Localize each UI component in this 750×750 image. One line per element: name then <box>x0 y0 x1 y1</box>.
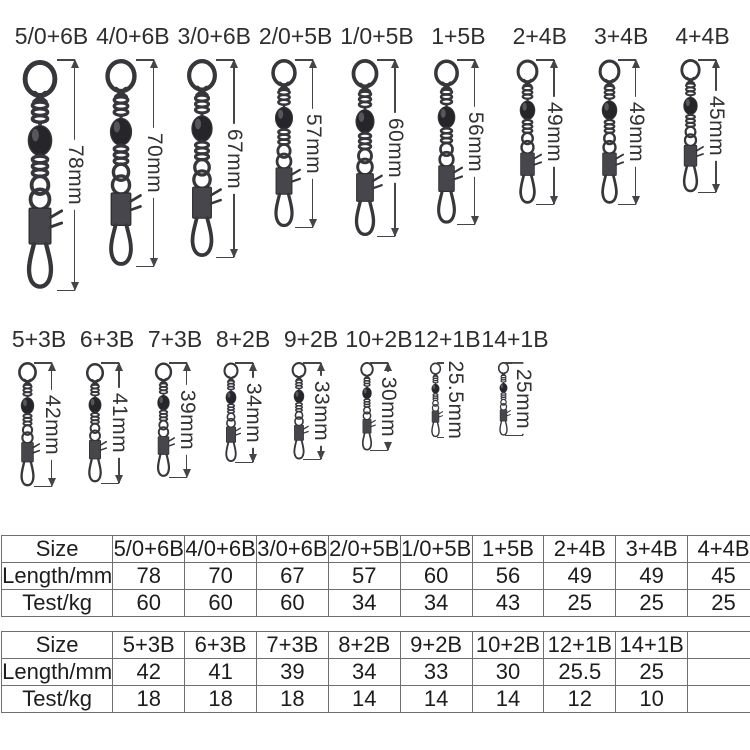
dimension-length-label: 70mm <box>143 128 165 198</box>
spec-cell: 9+2B <box>400 632 472 659</box>
product-item <box>277 327 345 460</box>
product-figure <box>152 362 199 478</box>
product-item <box>582 24 661 205</box>
dimension-arrow-up-icon <box>309 59 317 68</box>
dimension-arrow-down-icon <box>48 478 56 487</box>
spec-cell: 1/0+5B <box>400 536 472 561</box>
product-figure <box>358 362 400 451</box>
spec-cell: 42 <box>113 659 185 686</box>
dimension-arrow-down-icon <box>550 196 558 205</box>
swivel-snap-drawing <box>17 59 63 291</box>
spec-cell: 14 <box>328 686 400 713</box>
spec-cell: 43 <box>472 590 544 617</box>
dimension-arrow-up-icon <box>712 59 720 68</box>
spec-cell: 56 <box>472 563 544 590</box>
dimension-arrow-down-icon <box>309 219 317 228</box>
dimension-arrow-up-icon <box>384 362 392 371</box>
dimension-indicator <box>383 59 407 237</box>
dimension-length-label: 49mm <box>543 97 565 167</box>
spec-cell: 60 <box>113 590 185 617</box>
swivel-snap-drawing <box>83 362 107 484</box>
product-item <box>5 327 73 487</box>
dimension-indicator <box>511 362 535 436</box>
dimension-indicator <box>704 59 728 193</box>
spec-cell: 6+3B <box>185 632 257 659</box>
dimension-arrow-up-icon <box>71 59 79 68</box>
product-row-bottom <box>5 327 549 487</box>
product-row-top <box>12 24 742 291</box>
spec-cell: 18 <box>185 686 257 713</box>
dimension-indicator <box>463 59 487 225</box>
swivel-snap-drawing <box>152 362 175 478</box>
product-figure <box>289 362 333 460</box>
dimension-length-label: 42mm <box>40 389 62 459</box>
spec-cell: 60 <box>400 563 472 590</box>
product-item <box>256 24 335 228</box>
dimension-length-label: 60mm <box>384 113 406 183</box>
swivel-snap-drawing <box>347 59 383 237</box>
product-figure <box>595 59 648 205</box>
product-figure <box>15 362 64 487</box>
spec-cell: 2/0+5B <box>329 536 400 561</box>
dimension-arrow-up-icon <box>150 59 158 68</box>
product-size-label: 14+1B <box>481 326 549 352</box>
product-size-label: 5+3B <box>11 326 67 352</box>
dimension-arrow-down-icon <box>249 454 257 463</box>
spec-row-header: Test/kg <box>2 686 113 713</box>
spec-cell: 1+5B <box>472 536 544 563</box>
product-size-label: 8+2B <box>215 326 271 352</box>
product-item <box>12 24 91 291</box>
dimension-length-label: 34mm <box>242 377 264 447</box>
dimension-arrow-up-icon <box>632 59 640 68</box>
dimension-arrow-up-icon <box>183 362 191 371</box>
dimension-arrow-up-icon <box>48 362 56 371</box>
product-figure <box>182 59 246 258</box>
spec-cell: 12+1B <box>544 632 616 659</box>
swivel-snap-drawing <box>15 362 40 487</box>
product-figure <box>430 59 487 225</box>
spec-cell: 70 <box>185 563 257 590</box>
swivel-snap-drawing <box>430 59 463 225</box>
dimension-arrow-down-icon <box>71 282 79 291</box>
spec-cell: 2+4B <box>544 536 616 563</box>
spec-cell: 25 <box>616 590 688 617</box>
swivel-snap-drawing <box>221 362 241 463</box>
product-item <box>93 24 172 267</box>
product-figure <box>513 59 566 205</box>
product-size-label: 9+2B <box>283 326 339 352</box>
spec-cell: 45 <box>688 563 750 590</box>
spec-row-header: Length/mm <box>2 659 113 684</box>
spec-row-header: Size <box>2 536 113 563</box>
dimension-arrow-up-icon <box>317 362 325 371</box>
swivel-snap-drawing <box>267 59 301 228</box>
dimension-indicator <box>443 362 467 438</box>
spec-cell: 25 <box>688 590 750 617</box>
dimension-arrow-up-icon <box>249 362 257 371</box>
product-size-label: 10+2B <box>345 326 413 352</box>
spec-cell <box>688 632 750 659</box>
dimension-indicator <box>175 362 199 478</box>
spec-table-1 <box>1 535 750 617</box>
dimension-arrow-down-icon <box>391 228 399 237</box>
dimension-arrow-down-icon <box>150 258 158 267</box>
dimension-indicator <box>301 59 325 228</box>
product-item <box>663 24 742 193</box>
product-item <box>419 24 498 225</box>
product-size-label: 5/0+6B <box>14 23 89 49</box>
spec-cell <box>688 659 750 686</box>
spec-row-header: Length/mm <box>2 563 113 588</box>
dimension-arrow-up-icon <box>471 59 479 68</box>
spec-cell: 49 <box>616 563 688 590</box>
dimension-arrow-up-icon <box>230 59 238 68</box>
spec-cell: 8+2B <box>328 632 400 659</box>
product-figure <box>17 59 87 291</box>
product-figure <box>267 59 325 228</box>
table-row <box>2 536 750 563</box>
spec-table-2 <box>1 631 750 713</box>
dimension-arrow-down-icon <box>471 216 479 225</box>
swivel-snap-drawing <box>358 362 376 451</box>
product-size-label: 3+4B <box>593 23 649 49</box>
product-size-label: 2/0+5B <box>258 23 333 49</box>
product-item <box>73 327 141 484</box>
product-item <box>500 24 579 205</box>
dimension-length-label: 33mm <box>310 376 332 446</box>
spec-cell: 3/0+6B <box>257 536 328 561</box>
spec-row-header: Test/kg <box>2 590 113 617</box>
spec-cell: 10+2B <box>472 632 544 659</box>
swivel-snap-drawing <box>513 59 542 205</box>
product-size-label: 1+5B <box>431 23 486 49</box>
spec-cell: 18 <box>257 686 329 713</box>
product-figure <box>100 59 166 267</box>
dimension-indicator <box>222 59 246 258</box>
spec-cell: 12 <box>544 686 616 713</box>
spec-cell: 30 <box>472 659 544 686</box>
dimension-arrow-down-icon <box>230 249 238 258</box>
table-row <box>2 686 750 713</box>
spec-cell: 34 <box>328 659 400 686</box>
dimension-length-label: 57mm <box>302 108 324 178</box>
dimension-length-label: 45mm <box>705 91 727 161</box>
product-size-label: 1/0+5B <box>340 23 414 49</box>
spec-cell: 60 <box>257 590 329 617</box>
product-item <box>338 24 417 237</box>
dimension-length-label: 25.5mm <box>443 356 465 445</box>
spec-cell: 39 <box>257 659 329 686</box>
spec-cell: 18 <box>113 686 185 713</box>
dimension-arrow-up-icon <box>115 362 123 371</box>
spec-cell: 60 <box>185 590 257 617</box>
spec-cell: 14+1B <box>616 632 688 659</box>
dimension-arrow-down-icon <box>317 451 325 460</box>
product-size-label: 4+4B <box>675 23 730 49</box>
spec-cell: 34 <box>328 590 400 617</box>
spec-cell: 7+3B <box>257 632 329 659</box>
swivel-snap-drawing <box>182 59 222 258</box>
spec-row-header: Size <box>2 632 113 659</box>
dimension-arrow-down-icon <box>183 469 191 478</box>
product-item <box>481 327 549 436</box>
dimension-arrow-down-icon <box>712 184 720 193</box>
dimension-length-label: 30mm <box>377 371 399 441</box>
dimension-indicator <box>542 59 566 205</box>
spec-cell: 4/0+6B <box>185 536 256 561</box>
product-size-label: 7+3B <box>147 326 203 352</box>
spec-cell: 5+3B <box>113 632 185 659</box>
dimension-arrow-up-icon <box>550 59 558 68</box>
dimension-indicator <box>40 362 64 487</box>
dimension-length-label: 56mm <box>464 107 486 177</box>
product-figure <box>428 362 467 438</box>
product-size-label: 2+4B <box>512 23 567 49</box>
spec-cell: 33 <box>400 659 472 686</box>
swivel-snap-drawing <box>100 59 142 267</box>
table-row <box>2 632 750 659</box>
product-item <box>413 327 481 438</box>
table-row <box>2 563 750 590</box>
product-figure <box>496 362 535 436</box>
dimension-indicator <box>142 59 166 267</box>
swivel-snap-drawing <box>595 59 624 205</box>
spec-cell: 67 <box>257 563 329 590</box>
product-figure <box>221 362 265 463</box>
dimension-indicator <box>309 362 333 460</box>
spec-cell: 14 <box>400 686 472 713</box>
swivel-snap-drawing <box>496 362 511 436</box>
spec-tables <box>1 535 750 727</box>
spec-cell: 34 <box>400 590 472 617</box>
dimension-length-label: 67mm <box>223 123 245 193</box>
dimension-length-label: 78mm <box>63 140 85 210</box>
dimension-length-label: 49mm <box>625 97 647 167</box>
spec-cell: 49 <box>544 563 616 590</box>
dimension-indicator <box>107 362 131 484</box>
product-size-label: 12+1B <box>413 326 481 352</box>
spec-cell: 4+4B <box>688 536 750 563</box>
spec-cell: 25.5 <box>544 659 616 686</box>
spec-cell: 5/0+6B <box>113 536 184 561</box>
product-item <box>209 327 277 463</box>
swivel-snap-drawing <box>428 362 443 438</box>
product-size-label: 4/0+6B <box>96 23 170 49</box>
swivel-snap-drawing <box>289 362 309 460</box>
swivel-snap-drawing <box>677 59 704 193</box>
product-item <box>175 24 254 258</box>
table-row <box>2 590 750 617</box>
product-item <box>141 327 209 478</box>
dimension-length-label: 39mm <box>175 385 197 455</box>
spec-cell: 14 <box>472 686 544 713</box>
table-row <box>2 659 750 686</box>
product-size-label: 6+3B <box>79 326 135 352</box>
dimension-arrow-up-icon <box>391 59 399 68</box>
product-item <box>345 327 413 451</box>
spec-cell: 25 <box>544 590 616 617</box>
dimension-length-label: 41mm <box>108 388 130 458</box>
dimension-indicator <box>376 362 400 451</box>
spec-cell: 78 <box>113 563 185 590</box>
dimension-indicator <box>241 362 265 463</box>
spec-cell: 25 <box>616 659 688 686</box>
spec-cell: 10 <box>616 686 688 713</box>
dimension-indicator <box>624 59 648 205</box>
dimension-indicator <box>63 59 87 291</box>
dimension-length-label: 25mm <box>511 364 533 434</box>
dimension-arrow-down-icon <box>115 475 123 484</box>
spec-cell: 57 <box>328 563 400 590</box>
spec-cell <box>688 686 750 713</box>
dimension-arrow-down-icon <box>632 196 640 205</box>
spec-cell: 3+4B <box>616 536 688 563</box>
spec-cell: 41 <box>185 659 257 686</box>
product-size-label: 3/0+6B <box>177 23 252 49</box>
product-figure <box>83 362 131 484</box>
product-figure <box>677 59 728 193</box>
product-figure <box>347 59 407 237</box>
dimension-arrow-down-icon <box>384 442 392 451</box>
